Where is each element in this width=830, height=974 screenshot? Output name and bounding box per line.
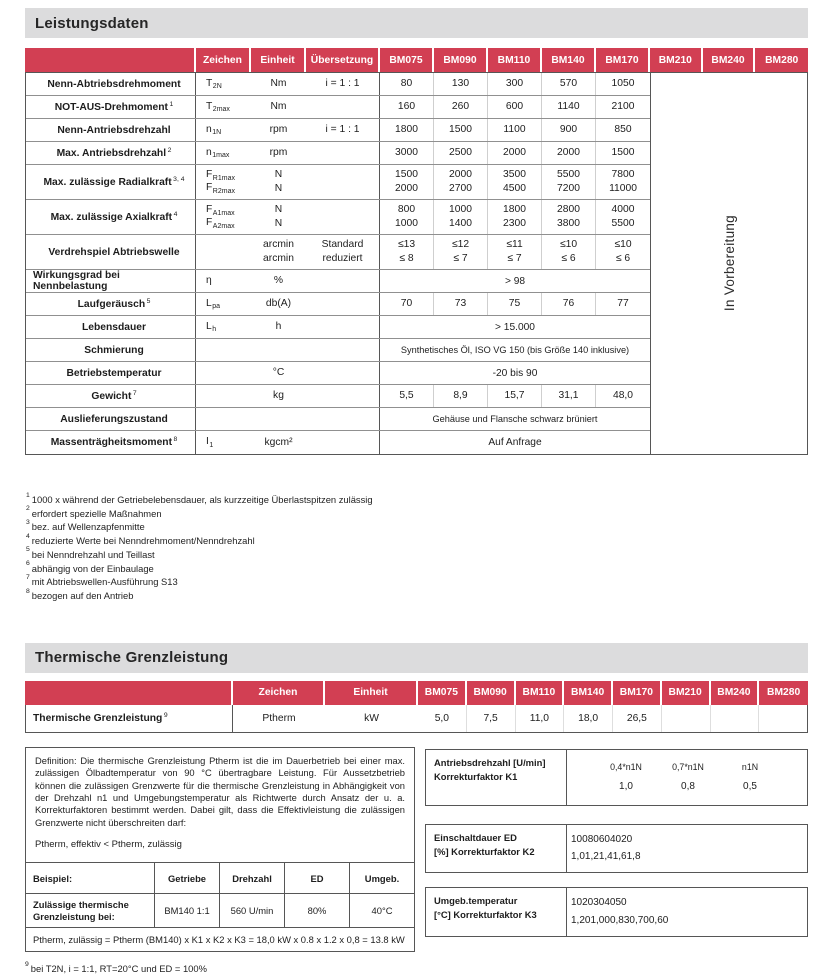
row-ratio	[306, 408, 380, 430]
row-unit: %	[273, 275, 284, 287]
column-header: BM140	[564, 681, 613, 705]
performance-table-body	[25, 72, 808, 455]
cell-value: 5500 7200	[542, 165, 596, 199]
beispiel-cell: 560 U/min	[219, 894, 284, 927]
factor-column: 40	[609, 834, 622, 846]
footnote-9	[25, 960, 808, 974]
factor-column: 80	[587, 834, 599, 846]
row-label	[26, 316, 196, 338]
beispiel-cell: 40°C	[349, 894, 414, 927]
column-header: Einheit	[325, 681, 418, 705]
factor-column: 0,4*n1N	[610, 762, 642, 773]
column-header: BM090	[467, 681, 516, 705]
row-span-value: Gehäuse und Flansche schwarz brüniert	[432, 414, 598, 424]
row-label	[26, 362, 196, 384]
table-row	[26, 408, 650, 431]
beispiel-table	[26, 862, 414, 951]
row-unit	[251, 408, 306, 430]
footnote-ref: 7	[132, 389, 137, 397]
factor-value: 1,2	[584, 851, 599, 863]
k1-table-factors	[571, 781, 803, 792]
footnote-text: erfordert spezielle Maßnahmen	[31, 507, 162, 519]
row-label-text: Laufgeräusch	[77, 298, 146, 310]
cell-value: 5,5	[380, 385, 434, 407]
row-label	[26, 385, 196, 407]
beispiel-formula: Ptherm, zulässig = Ptherm (BM140) x K1 x K2 x K3 = 18,0 kW x 0.8 x 1.2 x 0,8 = 13.8 kW	[33, 934, 405, 946]
factor-column: 0,7*n1N	[672, 762, 704, 773]
cell-value: 73	[434, 293, 488, 315]
row-ratio	[306, 385, 380, 407]
column-header: BM280	[755, 48, 808, 72]
column-header: BM240	[703, 48, 756, 72]
beispiel-cell: 80%	[284, 894, 349, 927]
footnote-text: bez. auf Wellenzapfenmitte	[31, 521, 145, 533]
row-unit: N N	[274, 169, 283, 194]
beispiel-header-cell: Umgeb.	[349, 863, 414, 893]
footnote-number: 7	[26, 573, 30, 581]
footnote	[26, 493, 808, 507]
cell-value: 1800	[380, 119, 434, 141]
row-span-value: > 98	[504, 275, 526, 287]
cell-value: ≤10 ≤ 6	[614, 239, 632, 264]
row-ratio	[306, 270, 380, 292]
cell-value: 4000 5500	[611, 204, 635, 229]
cell-value: 2100	[611, 101, 635, 113]
cell-value: 850	[614, 124, 632, 136]
row-label	[26, 200, 196, 234]
footnote	[26, 562, 808, 576]
cell-value: ≤11 ≤ 7	[488, 235, 542, 269]
table-row	[26, 142, 650, 165]
factor-value: 1,00	[590, 915, 610, 927]
thermal-row-unit: kW	[364, 712, 379, 724]
cell-value: 3500 4500	[488, 165, 542, 199]
column-header: BM110	[516, 681, 565, 705]
footnote-9-text: bei T2N, i = 1:1, RT=20°C und ED = 100%	[30, 963, 207, 974]
cell-value: 600	[488, 96, 542, 118]
footnote	[26, 575, 808, 589]
section-title-leistungsdaten: Leistungsdaten	[25, 8, 808, 38]
row-unit: arcmin arcmin	[263, 239, 294, 264]
cell-value: 1100	[488, 119, 542, 141]
row-unit: rpm	[269, 124, 288, 136]
cell-value: 1500	[434, 119, 488, 141]
k3-table	[425, 887, 808, 937]
row-unit: db(A)	[265, 298, 292, 310]
row-unit: Nm	[270, 78, 287, 90]
row-unit: h	[275, 321, 282, 333]
row-label-text: Schmierung	[84, 344, 144, 356]
cell-value: 300	[488, 73, 542, 95]
k1-table-label: Antriebsdrehzahl [U/min] Korrekturfaktor K1	[426, 750, 567, 805]
performance-section	[25, 8, 808, 603]
footnote-number: 8	[26, 587, 30, 595]
row-label-text: Auslieferungszustand	[60, 413, 168, 425]
row-label-text: Max. zulässige Axialkraft	[50, 211, 173, 223]
factor-value: 1,0	[619, 781, 633, 793]
row-span-value: Synthetisches Öl, ISO VG 150 (bis Größe 140 inklusive)	[400, 345, 630, 355]
row-label-text: Massenträgheitsmoment	[50, 437, 173, 448]
cell-value: 7800 11000	[609, 169, 637, 194]
factor-value: 1,4	[598, 851, 613, 863]
beispiel-data-row	[26, 894, 414, 928]
k1-table-columns	[571, 762, 803, 772]
thermal-section	[25, 643, 808, 974]
row-label-text: Verdrehspiel Abtriebswelle	[48, 246, 180, 258]
row-unit	[251, 339, 306, 361]
thermal-value: 11,0	[516, 705, 565, 732]
cell-value: 1500 2000	[380, 165, 434, 199]
cell-value: 48,0	[612, 390, 634, 402]
cell-value: 77	[617, 298, 629, 310]
cell-value: 900	[542, 119, 596, 141]
row-label-text: NOT-AUS-Drehmoment	[54, 101, 168, 113]
column-header-empty	[25, 681, 233, 705]
k1-table-values	[567, 750, 807, 805]
row-ratio	[306, 200, 380, 234]
factor-column: 100	[571, 834, 588, 846]
row-ratio: i = 1 : 1	[306, 73, 380, 95]
footnote-number: 6	[26, 560, 30, 568]
factor-value: 0,60	[648, 915, 669, 927]
column-header: Zeichen	[233, 681, 325, 705]
cell-value: 1000 1400	[434, 200, 488, 234]
row-label-text: Wirkungsgrad bei Nennbelastung	[33, 270, 120, 292]
row-symbol	[196, 408, 251, 430]
column-header-empty	[25, 48, 196, 72]
factor-value: 1,20	[571, 915, 591, 927]
row-ratio	[306, 316, 380, 338]
thermal-row-label-text: Thermische Grenzleistung	[33, 712, 163, 724]
thermal-value	[662, 705, 711, 732]
table-row	[26, 119, 650, 142]
cell-value: 260	[434, 96, 488, 118]
cell-value: 1500	[611, 147, 635, 159]
row-ratio	[306, 431, 380, 454]
row-span-value: -20 bis 90	[492, 367, 538, 379]
factor-column: 40	[604, 897, 616, 909]
thermal-value	[759, 705, 807, 732]
thermal-row-symbol: Ptherm	[262, 712, 296, 724]
column-header: Zeichen	[196, 48, 251, 72]
factor-column: 20	[582, 897, 594, 909]
footnote	[26, 589, 808, 603]
definition-text: Definition: Die thermische Grenzleistung Ptherm ist die im Dauerbetrieb bei einer max. zulässigen Ölbadtemperatur von 90 °C übertragbare Leistung. Für Aussetzbetrieb können die zulässigen Grenzwerte für die thermische Grenzleistung in Abhängigkeit von der Drehzahl n1 und Umgebungstemperatur als Richtwerte durch Ansatz der u. a. Korrekturfaktoren bestimmt werden. Dabei gilt, dass die Effektivleistung die zulässigen Grenzwerte nicht überschreiten darf:	[35, 755, 405, 828]
beispiel-header-cell: Getriebe	[154, 863, 219, 893]
cell-value: 70	[380, 293, 434, 315]
cell-value: 1800 2300	[488, 200, 542, 234]
k3-table-label: Umgeb.temperatur [°C] Korrekturfaktor K3	[426, 888, 567, 936]
factor-column: 50	[615, 897, 627, 909]
row-ratio	[306, 96, 380, 118]
footnote	[26, 548, 808, 562]
footnote-number: 2	[26, 505, 30, 513]
footnote-number: 5	[26, 546, 30, 554]
correction-factor-tables	[425, 747, 808, 953]
table-row	[26, 339, 650, 362]
cell-value: 130	[434, 73, 488, 95]
row-symbol: $n_{1max}$	[206, 146, 230, 160]
factor-value: 1,6	[612, 851, 627, 863]
row-symbol: $n_{1N}$	[206, 123, 222, 137]
footnote-ref: 9	[163, 711, 168, 719]
table-row	[26, 431, 650, 454]
row-label	[26, 165, 196, 199]
thermal-table-row	[25, 705, 808, 733]
footnote-text: abhängig von der Einbaulage	[31, 562, 154, 574]
cell-value: 3000	[380, 142, 434, 164]
performance-table-rows	[26, 73, 650, 454]
cell-value: 31,1	[542, 385, 596, 407]
footnote-ref: 4	[173, 210, 178, 218]
k2-table-columns	[571, 834, 803, 845]
k3-table-values	[567, 888, 807, 936]
row-ratio	[306, 339, 380, 361]
cell-value: ≤12 ≤ 7	[434, 235, 488, 269]
row-unit: N N	[274, 204, 283, 229]
footnote-text: mit Abtriebswellen-Ausführung S13	[31, 576, 178, 588]
k1-table	[425, 749, 808, 806]
row-label-text: Gewicht	[91, 390, 132, 402]
row-symbol: η	[206, 274, 212, 286]
k2-table-factors	[571, 851, 803, 862]
table-row	[26, 385, 650, 408]
column-header: BM240	[711, 681, 760, 705]
column-header: Übersetzung	[306, 48, 380, 72]
footnote-text: bezogen auf den Antrieb	[31, 590, 134, 602]
k2-table-values	[567, 825, 807, 872]
thermal-value: 5,0	[418, 705, 467, 732]
row-ratio	[306, 165, 380, 199]
column-header: BM090	[434, 48, 488, 72]
footnote	[26, 534, 808, 548]
factor-column: 60	[598, 834, 610, 846]
cell-value: 80	[380, 73, 434, 95]
column-header: BM170	[613, 681, 662, 705]
column-header: BM170	[596, 48, 650, 72]
cell-value: 2800 3800	[542, 200, 596, 234]
beispiel-header-cell: ED	[284, 863, 349, 893]
row-label-text: Lebensdauer	[81, 321, 147, 333]
row-label	[26, 431, 196, 454]
row-unit: Nm	[270, 101, 287, 113]
cell-value: 1050	[611, 78, 635, 90]
footnote-text: bei Nenndrehzahl und Teillast	[31, 549, 155, 560]
table-row	[26, 235, 650, 270]
table-row	[26, 270, 650, 293]
thermal-value: 26,5	[613, 705, 662, 732]
column-header: BM075	[418, 681, 467, 705]
row-label	[26, 96, 196, 118]
cell-value: 75	[488, 293, 542, 315]
row-ratio	[306, 293, 380, 315]
beispiel-header-cell: Drehzahl	[219, 863, 284, 893]
row-ratio	[306, 142, 380, 164]
factor-value: 0,83	[609, 915, 630, 927]
cell-value: 570	[542, 73, 596, 95]
beispiel-header-cell: Beispiel:	[33, 872, 73, 884]
cell-value: 76	[542, 293, 596, 315]
beispiel-header-row	[26, 863, 414, 894]
factor-value: 1,0	[571, 851, 585, 863]
row-ratio: Standard reduziert	[306, 235, 380, 269]
column-header: BM280	[759, 681, 808, 705]
row-symbol: $L_{pa}$	[206, 297, 221, 311]
thermal-value: 7,5	[467, 705, 516, 732]
column-header: BM210	[650, 48, 703, 72]
row-span-value: Auf Anfrage	[488, 437, 542, 448]
row-symbol	[196, 362, 251, 384]
table-row	[26, 73, 650, 96]
footnote-text: 1000 x während der Getriebelebensdauer, als kurzzeitige Überlastspitzen zulässig	[31, 494, 373, 506]
beispiel-row-label: Zulässige thermische Grenzleistung bei:	[33, 899, 129, 922]
cell-value: 15,7	[488, 385, 542, 407]
row-symbol: $L_h$	[206, 320, 217, 334]
k3-table-factors	[571, 915, 803, 926]
row-unit: kgcm²	[264, 436, 293, 448]
row-label	[26, 339, 196, 361]
factor-column: 30	[593, 897, 605, 909]
in-preparation-label: In Vorbereitung	[721, 215, 737, 312]
definition-box	[25, 747, 415, 953]
row-symbol: $T_{2N}$	[206, 77, 222, 91]
row-unit: kg	[273, 390, 284, 402]
row-span-value: > 15.000	[495, 321, 535, 333]
footnote-number: 4	[26, 532, 30, 540]
thermal-value: 18,0	[564, 705, 613, 732]
thermal-table-header	[25, 681, 808, 705]
row-label-text: Betriebstemperatur	[66, 367, 162, 379]
cell-value: 160	[380, 96, 434, 118]
column-header: Einheit	[251, 48, 306, 72]
row-label	[26, 293, 196, 315]
cell-value: ≤13 ≤ 8	[380, 235, 434, 269]
row-label	[26, 270, 196, 292]
factor-value: 1,8	[626, 851, 641, 863]
footnote-ref: 3, 4	[173, 175, 185, 183]
row-label	[26, 235, 196, 269]
footnote	[26, 520, 808, 534]
row-label-text: Max. Antriebsdrehzahl	[56, 147, 167, 159]
row-ratio	[306, 362, 380, 384]
row-symbol: $T_{2max}$	[206, 100, 230, 114]
cell-value: 800 1000	[380, 200, 434, 234]
row-label-text: Nenn-Antriebsdrehzahl	[57, 124, 171, 136]
footnote-ref: 8	[173, 436, 178, 443]
definition-formula: Ptherm, effektiv < Ptherm, zulässig	[35, 839, 182, 851]
row-symbol	[196, 385, 251, 407]
factor-column: 20	[621, 834, 633, 846]
in-preparation-box	[650, 73, 807, 454]
row-symbol: $F_{R1max}$ $F_{R2max}$	[206, 169, 235, 195]
row-symbol	[196, 235, 251, 269]
cell-value: 2000	[542, 142, 596, 164]
table-row	[26, 362, 650, 385]
thermal-value	[711, 705, 760, 732]
cell-value: 2500	[434, 142, 488, 164]
footnote	[26, 507, 808, 521]
factor-value: 0,70	[629, 915, 649, 927]
thermal-detail-area	[25, 747, 808, 953]
footnote-text: reduzierte Werte bei Nenndrehmoment/Nenndrehzahl	[31, 535, 255, 547]
footnote-9-ref: 9	[25, 960, 29, 968]
k2-table-label: Einschaltdauer ED [%] Korrekturfaktor K2	[426, 825, 567, 872]
cell-value: 1140	[542, 96, 596, 118]
footnote-number: 1	[26, 491, 30, 499]
footnotes-list	[26, 493, 808, 603]
factor-column: n1N	[741, 762, 759, 773]
footnote-ref: 2	[167, 146, 172, 154]
table-row	[26, 96, 650, 119]
table-row	[26, 293, 650, 316]
row-symbol	[196, 339, 251, 361]
section-title-thermische-grenzleistung: Thermische Grenzleistung	[25, 643, 808, 673]
footnote-ref: 1	[169, 100, 174, 108]
cell-value: ≤10 ≤ 6	[542, 235, 596, 269]
column-header: BM210	[662, 681, 711, 705]
factor-column: 10	[571, 897, 583, 909]
row-unit: °C	[272, 367, 285, 379]
row-symbol: $F_{A1max}$ $F_{A2max}$	[206, 204, 235, 230]
row-label-text: Max. zulässige Radialkraft	[43, 176, 172, 188]
thermal-row-label	[26, 705, 233, 732]
row-ratio: i = 1 : 1	[306, 119, 380, 141]
cell-value: 2000	[488, 142, 542, 164]
cell-value: 8,9	[434, 385, 488, 407]
footnote-ref: 5	[146, 297, 151, 305]
k3-table-columns	[571, 897, 803, 908]
table-row	[26, 316, 650, 339]
column-header: BM140	[542, 48, 596, 72]
cell-value: 2000 2700	[434, 165, 488, 199]
table-row	[26, 200, 650, 235]
k2-table	[425, 824, 808, 873]
row-label	[26, 73, 196, 95]
column-header: BM075	[380, 48, 434, 72]
factor-value: 0,5	[743, 781, 757, 793]
thermal-row-values	[418, 705, 807, 732]
beispiel-cell: BM140 1:1	[154, 894, 219, 927]
column-header: BM110	[488, 48, 542, 72]
row-unit: rpm	[269, 147, 288, 159]
row-label-text: Nenn-Abtriebsdrehmoment	[47, 78, 181, 90]
row-label	[26, 142, 196, 164]
footnote-number: 3	[26, 518, 30, 526]
performance-table-header	[25, 48, 808, 72]
row-label	[26, 119, 196, 141]
factor-value: 0,8	[681, 781, 695, 793]
table-row	[26, 165, 650, 200]
row-label	[26, 408, 196, 430]
row-symbol: $I_1$	[206, 436, 214, 449]
